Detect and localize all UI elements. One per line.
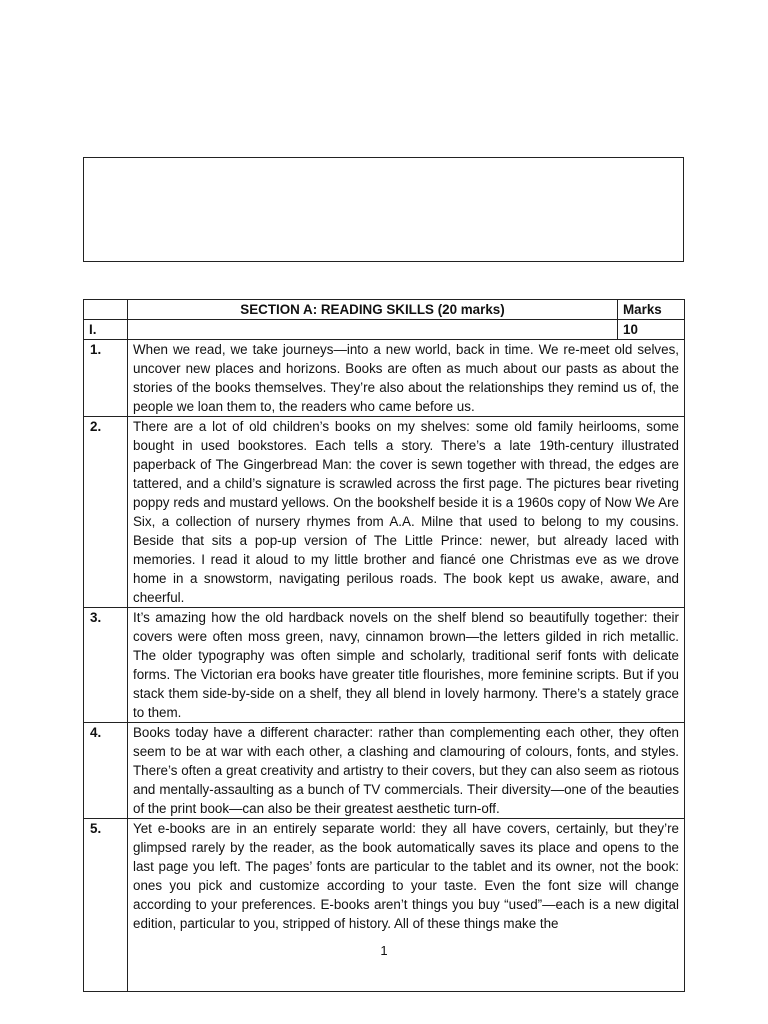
paragraph-text: It’s amazing how the old hardback novels on the shelf blend so beautifully together: their covers were often moss green, navy, cinnamon brown—the letters gilded in rich metallic. The older typography was often simple and scholarly, traditional serif fonts with delicate forms. The Victorian era books have greater title flourishes, more feminine scripts. But if you stack them side-by-side on a shelf, they all blend in lovely harmony. There’s a stately grace to them. (128, 608, 685, 723)
paragraph-number: 4. (84, 723, 128, 819)
paragraph-row (84, 417, 685, 608)
paragraph-row (84, 819, 685, 992)
table-header-row (84, 300, 685, 320)
empty-cell (128, 320, 618, 340)
paragraph-number: 3. (84, 608, 128, 723)
paragraph-number: 5. (84, 819, 128, 992)
paragraph-text: Books today have a different character: rather than complementing each other, they often seem to be at war with each other, a clashing and clamouring of colours, fonts, and styles. There’s often a great creativity and artistry to their covers, but they can also seem as riotous and mentally-assaulting as a bunch of TV commercials. Their diversity—one of the beauties of the print book—can also be their greatest aesthetic turn-off. (128, 723, 685, 819)
header-box (83, 157, 684, 262)
paragraph-number: 2. (84, 417, 128, 608)
marks-value: 10 (618, 320, 685, 340)
header-empty-cell (84, 300, 128, 320)
table-row (84, 320, 685, 340)
paragraph-row (84, 608, 685, 723)
paragraph-row (84, 340, 685, 417)
marks-header: Marks (618, 300, 685, 320)
paragraph-text: There are a lot of old children’s books on my shelves: some old family heirlooms, some bought in used bookstores. Each tells a story. There’s a late 19th-century illustrated paperback of The Gingerbread Man: the cover is sewn together with thread, the edges are tattered, and a child’s signature is scrawled across the first page. The pictures bear riveting poppy reds and mustard yellows. On the bookshelf beside it is a 1960s copy of Now We Are Six, a collection of nursery rhymes from A.A. Milne that used to belong to my cousins. Beside that sits a pop-up version of The Little Prince: newer, but already laced with memories. I read it aloud to my little brother and fiancé one Christmas eve as we drove home in a snowstorm, navigating perilous roads. The book kept us awake, aware, and cheerful. (128, 417, 685, 608)
roman-numeral: I. (84, 320, 128, 340)
reading-section-table (83, 299, 685, 992)
paragraph-row (84, 723, 685, 819)
paragraph-number: 1. (84, 340, 128, 417)
page-number: 1 (380, 943, 388, 958)
paragraph-text-continued (128, 819, 685, 992)
paragraph-text: When we read, we take journeys—into a new world, back in time. We re-meet old selves, uncover new places and horizons. Books are often as much about our pasts as about the stories of the books themselves. They’re also about the relationships they remind us of, the people we loan them to, the readers who came before us. (128, 340, 685, 417)
section-title: SECTION A: READING SKILLS (20 marks) (128, 300, 618, 320)
paragraph-text: Yet e-books are in an entirely separate world: they all have covers, certainly, but they’re glimpsed rarely by the reader, as the book automatically saves its place and opens to the last page you left. The pages’ fonts are particular to the tablet and its owner, not the book: ones you pick and customize according to your taste. Even the font size will change according to your preferences. E-books aren’t things you buy “used”—each is a new digital edition, particular to you, stripped of history. All of these things make the (133, 821, 679, 931)
